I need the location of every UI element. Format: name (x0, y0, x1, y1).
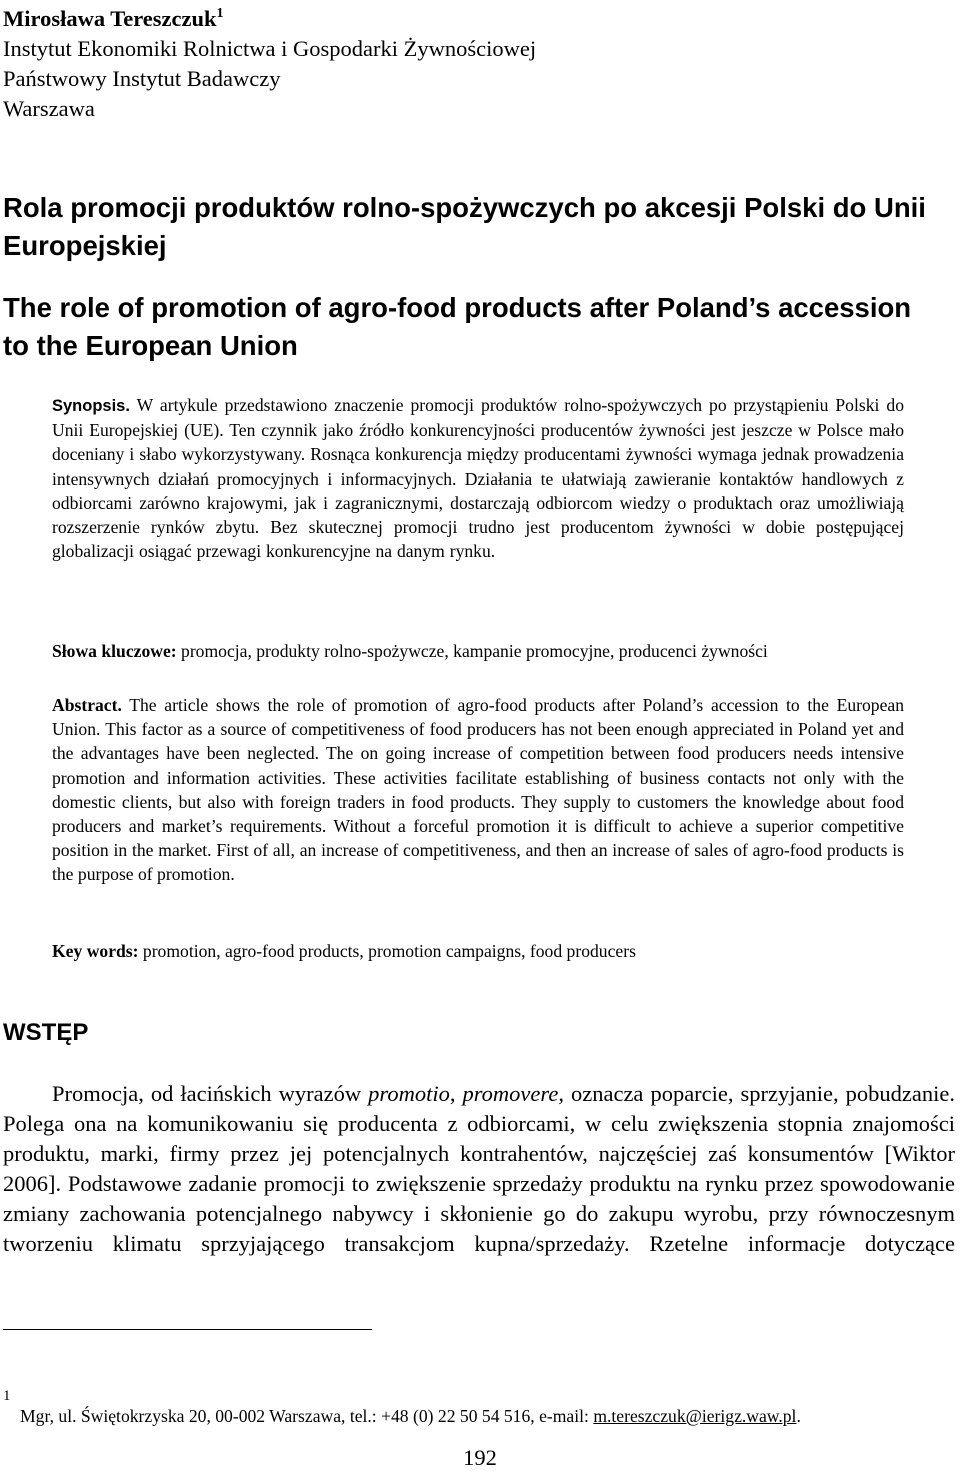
body-paragraph: Promocja, od łacińskich wyrazów promotio, promovere, oznacza poparcie, sprzyjanie, pobudzanie. Polega ona na komunikowaniu się producenta z odbiorcami, w celu zwiększenia stopnia znajomości produktu, marki, firmy przez jej potencjalnych kontrahentów, najczęściej zaś konsumentów [Wiktor 2006]. Podstawowe zadanie promocji to zwiększenie sprzedaży produktu na rynku przez spowodowanie zmiany zachowania potencjalnego nabywcy i skłonienie go do zakupu wyrobu, przy równoczesnym tworzeniu klimatu sprzyjającego transakcjom kupna/sprzedaży. Rzetelne informacje dotyczące (3, 1081, 956, 1256)
page-number: 192 (463, 1445, 497, 1470)
title-polish: Rola promocji produktów rolno-spożywczych po akcesji Polski do Unii Europejskiej (3, 192, 926, 261)
synopsis-text: W artykule przedstawiono znaczenie promocji produktów rolno-spożywczych po przystąpieniu Polski do Unii Europejskiej (UE). Ten czynnik jako źródło konkurencyjności producentów żywności jest jeszcze w Polsce mało doceniany i słabo wykorzystywany. Rosnąca konkurencja między producentami żywności wymaga jednak prowadzenia intensywnych działań promocyjnych i informacyjnych. Działania te ułatwiają zawieranie kontaktów handlowych z odbiorcami zarówno krajowymi, jak i zagranicznymi, dostarczają odbiorcom wiedzy o produktach oraz umożliwiają rozszerzenie rynków zbytu. Bez skutecznej promocji trudno jest producentom żywności w dobie postępującej globalizacji osiągać przewagi konkurencyjne na danym rynku. (52, 395, 904, 562)
abstract-text: The article shows the role of promotion of agro-food products after Poland’s accession to the European Union. This factor as a source of competitiveness of food producers has not been enough appreciated in Poland yet and the advantages have been neglected. The on going increase of competition between food producers needs intensive promotion and information activities. These activities facilitate establishing of business contacts not only with the domestic clients, but also with foreign traders in food products. They supply to customers the knowledge about food producers and market’s requirements. Without a forceful promotion it is difficult to achieve a superior competitive position in the market. First of all, an increase of competitiveness, and then an increase of sales of agro-food products is the purpose of promotion. (52, 695, 904, 885)
synopsis-paragraph (52, 393, 904, 563)
author-block (3, 4, 536, 124)
keywords-polish-text: promocja, produkty rolno-spożywcze, kampanie promocyjne, producenci żywności (176, 641, 768, 661)
author-institute: Instytut Ekonomiki Rolnictwa i Gospodarki Żywnościowej (3, 36, 537, 61)
footnote-mark: 1 (3, 1388, 11, 1404)
footnote-separator (3, 1329, 372, 1330)
abstract-paragraph (52, 693, 904, 887)
latin-term-promovere: promovere (462, 1081, 559, 1106)
keywords-polish (52, 639, 904, 663)
footnote-text: Mgr, ul. Świętokrzyska 20, 00-002 Warszawa, tel.: +48 (0) 22 50 54 516, e-mail: m.tereszczuk@ierigz.waw.pl. (20, 1406, 801, 1426)
footnote-email-link[interactable]: m.tereszczuk@ierigz.waw.pl (593, 1406, 797, 1426)
keywords-english-label: Key words: (52, 941, 139, 961)
keywords-english-text: promotion, agro-food products, promotion campaigns, food producers (138, 941, 636, 961)
latin-term-promotio: promotio (368, 1081, 450, 1106)
abstract-label: Abstract. (52, 695, 122, 715)
keywords-english (52, 939, 904, 963)
synopsis-label: Synopsis. (52, 397, 130, 415)
section-heading: WSTĘP (3, 1019, 89, 1046)
author-name: Mirosława Tereszczuk$^1$ (3, 6, 224, 31)
author-institute-sub: Państwowy Instytut Badawczy (3, 66, 281, 91)
author-city: Warszawa (3, 96, 95, 121)
title-english: The role of promotion of agro-food products after Poland’s accession to the European Union (3, 292, 912, 361)
keywords-polish-label: Słowa kluczowe: (52, 641, 177, 661)
author-footnote-ref: 1 (216, 6, 224, 21)
